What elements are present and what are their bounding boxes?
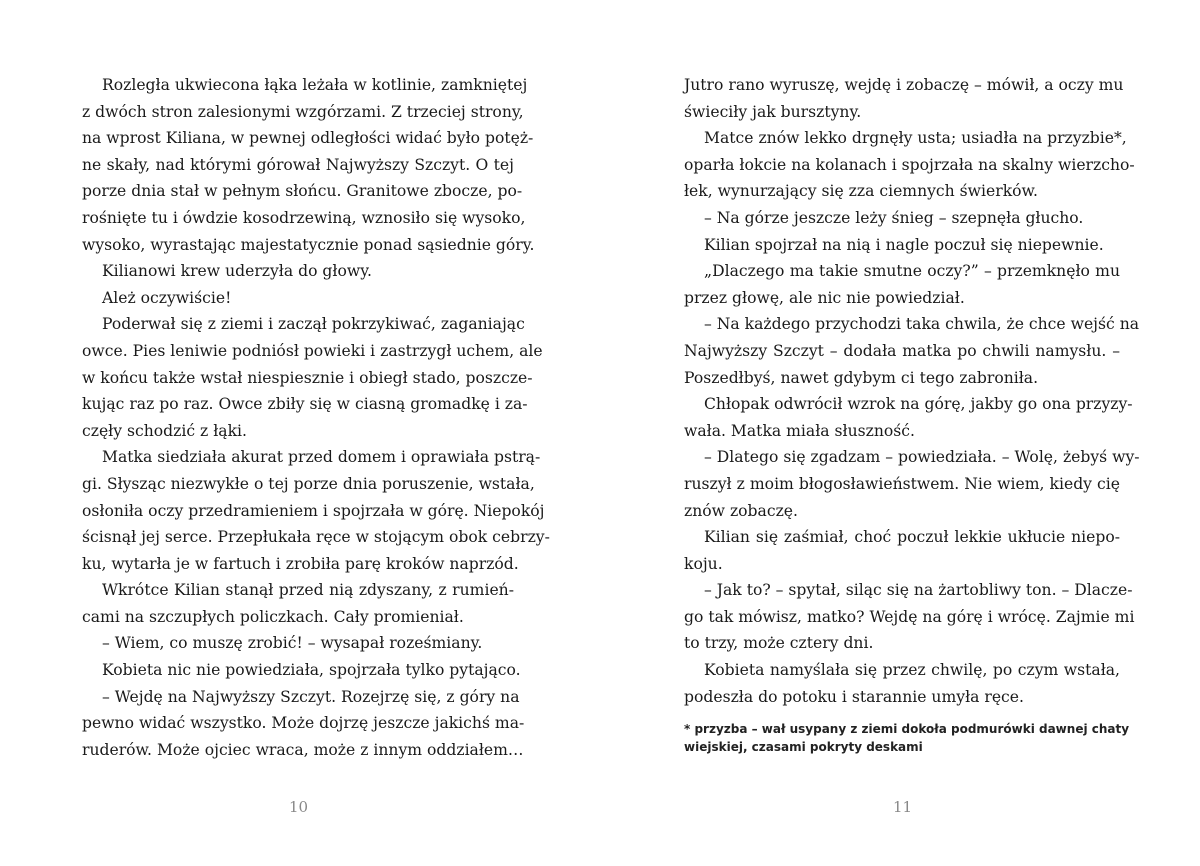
text-line: – Na każdego przychodzi taka chwila, że chce wejść na (704, 315, 1140, 334)
text-line: cami na szczupłych policzkach. Cały promieniał. (82, 607, 464, 626)
text-line: – Dlatego się zgadzam – powiedziała. – Wolę, żebyś wy- (704, 448, 1140, 467)
text-line: wysoko, wyrastając majestatycznie ponad sąsiednie góry. (82, 235, 535, 254)
text-line: Ależ oczywiście! (102, 288, 232, 307)
text-line: częły schodzić z łąki. (82, 421, 247, 440)
text-line: to trzy, może cztery dni. (684, 634, 874, 653)
text-line: Rozległa ukwiecona łąka leżała w kotlinie, zamkniętej (102, 76, 528, 94)
right-page-body (684, 72, 1140, 710)
text-line: pewno widać wszystko. Może dojrzę jeszcze jakichś ma- (82, 714, 525, 733)
text-line: łek, wynurzający się zza ciemnych świerków. (684, 182, 1038, 201)
text-line: Chłopak odwrócił wzrok na górę, jakby go ona przyzy- (704, 395, 1133, 414)
text-line: go tak mówisz, matko? Wejdę na górę i wrócę. Zajmie mi (684, 607, 1135, 626)
text-line: wała. Matka miała słuszność. (684, 421, 915, 440)
text-line: w końcu także wstał niespiesznie i obiegł stado, poszcze- (82, 368, 533, 387)
text-line: świeciły jak bursztyny. (684, 102, 862, 121)
text-line: ścisnął jej serce. Przepłukała ręce w stojącym obok cebrzy- (82, 528, 550, 547)
text-line: – Na górze jeszcze leży śnieg – szepnęła głucho. (704, 208, 1084, 227)
text-line: porze dnia stał w pełnym słońcu. Granitowe zbocze, po- (82, 182, 523, 201)
text-line: owce. Pies leniwie podniósł powieki i zastrzygł uchem, ale (82, 341, 543, 360)
footnote (684, 720, 1130, 756)
text-line: na wprost Kiliana, w pewnej odległości widać było potęż- (82, 129, 534, 148)
text-line: osłoniła oczy przedramieniem i spojrzała w górę. Niepokój (82, 501, 545, 520)
text-line: ne skały, nad którymi górował Najwyższy Szczyt. O tej (82, 155, 514, 174)
text-line: Jutro rano wyruszę, wejdę i zobaczę – mówił, a oczy mu (684, 76, 1124, 94)
text-line: gi. Słysząc niezwykłe o tej porze dnia poruszenie, wstała, (82, 474, 535, 493)
right-page-text (684, 72, 1140, 756)
left-page-text (82, 72, 550, 763)
text-line: – Wiem, co muszę zrobić! – wysapał roześmiany. (102, 634, 483, 653)
text-line: podeszła do potoku i starannie umyła ręce. (684, 687, 1024, 706)
text-line: – Wejdę na Najwyższy Szczyt. Rozejrzę się, z góry na (102, 687, 520, 706)
text-line: Kobieta nic nie powiedziała, spojrzała tylko pytająco. (102, 661, 521, 680)
text-line: Poderwał się z ziemi i zaczął pokrzykiwać, zaganiając (102, 315, 525, 334)
text-line: Kilianowi krew uderzyła do głowy. (102, 262, 372, 281)
text-line: Wkrótce Kilian stanął przed nią zdyszany, z rumień- (102, 581, 514, 600)
page-number-left: 10 (289, 798, 309, 816)
text-line: kując raz po raz. Owce zbiły się w ciasną gromadkę i za- (82, 395, 528, 414)
text-line: ku, wytarła je w fartuch i zrobiła parę kroków naprzód. (82, 554, 519, 573)
text-line: rośnięte tu i ówdzie kosodrzewiną, wznosiło się wysoko, (82, 208, 526, 227)
text-line: ruderów. Może ojciec wraca, może z innym oddziałem… (82, 740, 524, 759)
text-line: Najwyższy Szczyt – dodała matka po chwili namysłu. – (684, 341, 1120, 360)
footnote-line: * przyzba – wał usypany z ziemi dokoła podmurówki dawnej chaty (684, 722, 1130, 737)
text-line: Matce znów lekko drgnęły usta; usiadła na przyzbie*, (704, 129, 1127, 148)
page-number-right: 11 (893, 798, 913, 816)
text-line: koju. (684, 554, 723, 573)
text-line: znów zobaczę. (684, 501, 798, 520)
text-line: „Dlaczego ma takie smutne oczy?” – przemknęło mu (704, 262, 1120, 281)
text-line: oparła łokcie na kolanach i spojrzała na skalny wierzcho- (684, 155, 1135, 174)
text-line: Kilian się zaśmiał, choć poczuł lekkie ukłucie niepo- (704, 528, 1120, 547)
text-line: Poszedłbyś, nawet gdybym ci tego zabroniła. (684, 368, 1039, 387)
text-line: ruszył z moim błogosławieństwem. Nie wiem, kiedy cię (684, 474, 1120, 493)
text-line: Kilian spojrzał na nią i nagle poczuł się niepewnie. (704, 235, 1104, 254)
footnote-line: wiejskiej, czasami pokryty deskami (684, 740, 923, 755)
text-line: przez głowę, ale nic nie powiedział. (684, 288, 965, 307)
text-line: Matka siedziała akurat przed domem i oprawiała pstrą- (102, 448, 541, 467)
text-line: – Jak to? – spytał, siląc się na żartobliwy ton. – Dlacze- (704, 581, 1133, 600)
text-line: Kobieta namyślała się przez chwilę, po czym wstała, (704, 661, 1120, 680)
text-line: z dwóch stron zalesionymi wzgórzami. Z trzeciej strony, (82, 102, 524, 121)
